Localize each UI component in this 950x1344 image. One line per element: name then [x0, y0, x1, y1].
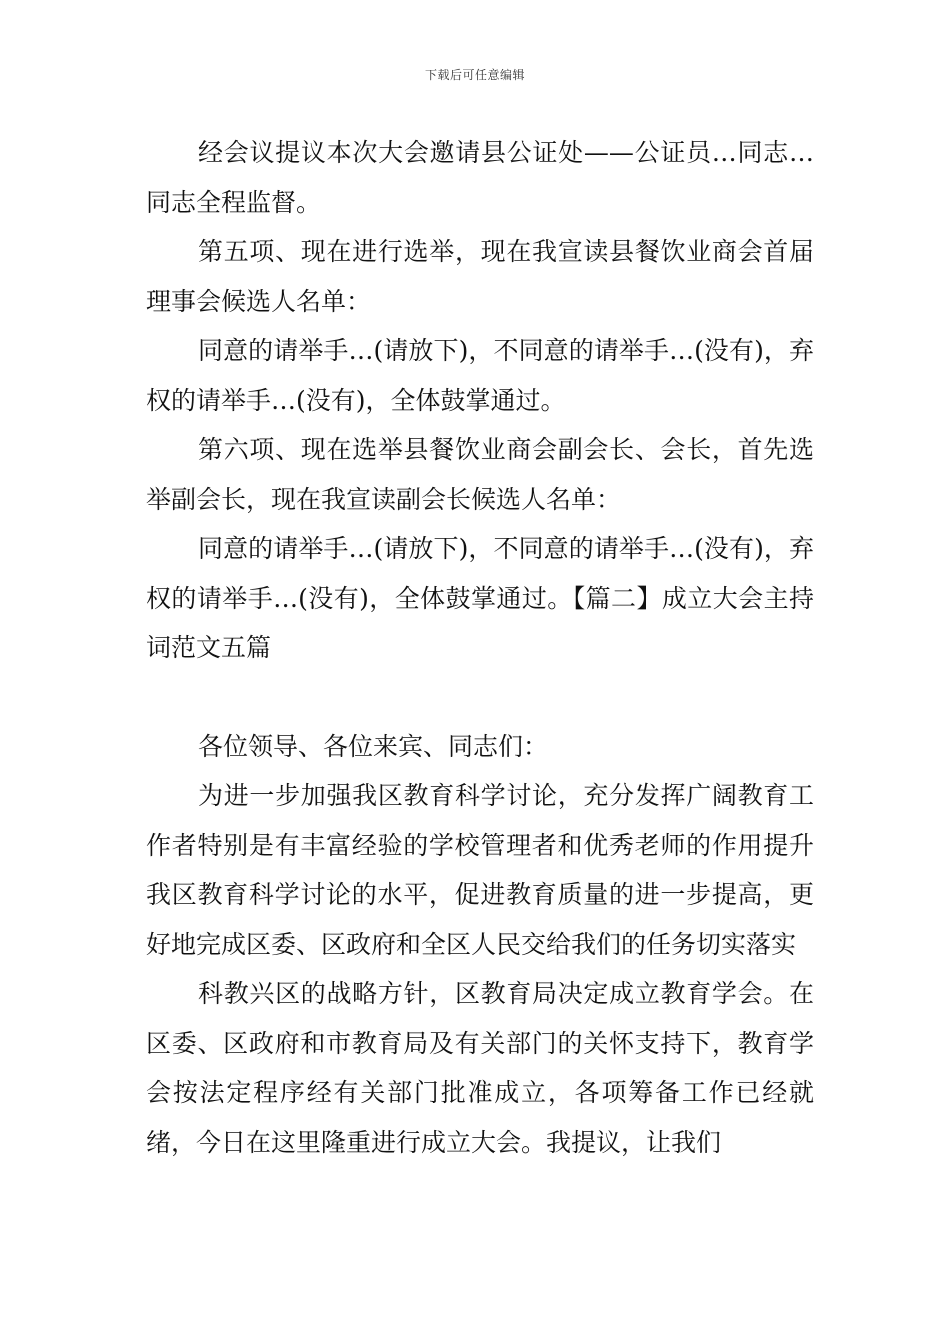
document-body — [146, 128, 814, 1167]
page-header: 下载后可任意编辑 — [424, 68, 525, 82]
paragraph-notary-supervision: 经会议提议本次大会邀请县公证处——公证员…同志…同志全程监督。 — [146, 138, 814, 217]
paragraph-salutation: 各位领导、各位来宾、同志们： — [198, 731, 549, 761]
paragraph-vote-council: 同意的请举手…(请放下)，不同意的请举手…(没有)，弃权的请举手…(没有)，全体鼓掌通过。 — [146, 336, 814, 415]
section-gap — [146, 673, 814, 722]
paragraph-item-five: 第五项、现在进行选举，现在我宣读县餐饮业商会首届理事会候选人名单： — [146, 237, 814, 316]
paragraph-purpose: 为进一步加强我区教育科学讨论，充分发挥广阔教育工作者特别是有丰富经验的学校管理者和优秀老师的作用提升我区教育科学讨论的水平，促进教育质量的进一步提高，更好地完成区委、区政府和全区人民交给我们的任务切实落实 — [146, 781, 814, 959]
paragraph-strategy: 科教兴区的战略方针，区教育局决定成立教育学会。在区委、区政府和市教育局及有关部门的关怀支持下，教育学会按法定程序经有关部门批准成立，各项筹备工作已经就绪，今日在这里隆重进行成立大会。我提议，让我们 — [146, 979, 814, 1157]
paragraph-vote-vice-president: 同意的请举手…(请放下)，不同意的请举手…(没有)，弃权的请举手…(没有)，全体鼓掌通过。【篇二】成立大会主持词范文五篇 — [146, 534, 814, 662]
paragraph-item-six: 第六项、现在选举县餐饮业商会副会长、会长，首先选举副会长，现在我宣读副会长候选人名单： — [146, 435, 814, 514]
